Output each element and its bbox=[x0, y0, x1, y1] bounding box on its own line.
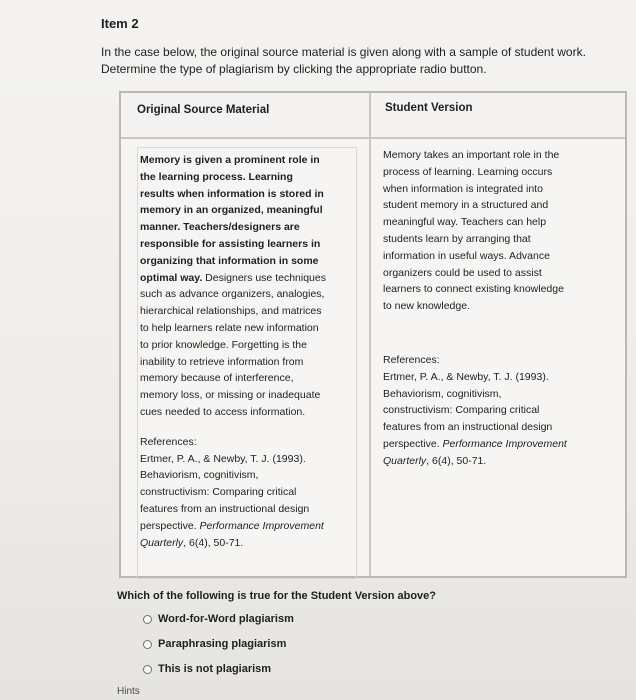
reference-text: perspective. bbox=[383, 437, 443, 450]
original-references bbox=[140, 434, 356, 552]
student-line: learners to connect existing knowledge bbox=[383, 283, 564, 296]
instructions bbox=[101, 44, 611, 78]
instructions-line-2: Determine the type of plagiarism by clicking the appropriate radio button. bbox=[101, 62, 487, 76]
original-line: hierarchical relationships, and matrices bbox=[140, 305, 322, 318]
student-line: students learn by arranging that bbox=[383, 232, 531, 245]
student-reference-line: features from an instructional design bbox=[383, 421, 553, 434]
journal-title: Quarterly bbox=[383, 454, 427, 467]
original-passage bbox=[140, 152, 356, 421]
reference-text: , 6(4), 50-71. bbox=[183, 536, 244, 549]
original-line: such as advance organizers, analogies, bbox=[140, 288, 325, 301]
student-reference-line: constructivism: Comparing critical bbox=[383, 404, 540, 417]
reference-text: perspective. bbox=[140, 519, 200, 532]
original-text-box bbox=[137, 147, 357, 579]
student-reference-line bbox=[383, 453, 625, 470]
option-paraphrasing[interactable] bbox=[143, 638, 286, 650]
original-line: the learning process. Learning bbox=[140, 170, 293, 183]
option-not-plagiarism[interactable] bbox=[143, 663, 271, 675]
student-line: when information is integrated into bbox=[383, 182, 543, 195]
original-line-regular-part: Designers use techniques bbox=[205, 271, 326, 284]
original-line: cues needed to access information. bbox=[140, 405, 306, 418]
student-line: information in useful ways. Advance bbox=[383, 249, 550, 262]
original-reference-line: features from an instructional design bbox=[140, 502, 310, 515]
question-text: Which of the following is true for the Student Version above? bbox=[117, 590, 437, 602]
original-reference-line bbox=[140, 535, 356, 552]
original-reference-line: References: bbox=[140, 435, 197, 448]
student-reference-line: Behaviorism, cognitivism, bbox=[383, 387, 502, 400]
student-line: meaningful way. Teachers can help bbox=[383, 216, 547, 229]
original-line: to help learners relate new information bbox=[140, 321, 319, 334]
option-label: This is not plagiarism bbox=[158, 663, 272, 675]
original-line-bold-part: optimal way. bbox=[140, 271, 206, 284]
student-line: organizers could be used to assist bbox=[383, 266, 542, 279]
student-version-cell bbox=[371, 139, 625, 576]
option-label: Word-for-Word plagiarism bbox=[158, 613, 294, 625]
original-line: memory in an organized, meaningful bbox=[140, 204, 323, 217]
student-version-header: Student Version bbox=[385, 102, 473, 114]
original-line: organizing that information in some bbox=[140, 254, 319, 267]
original-line: to prior knowledge. Forgetting is the bbox=[140, 338, 307, 351]
original-reference-line: Ertmer, P. A., & Newby, T. J. (1993). bbox=[140, 452, 306, 465]
original-source-header: Original Source Material bbox=[137, 104, 270, 116]
journal-title: Quarterly bbox=[140, 536, 184, 549]
original-line: results when information is stored in bbox=[140, 187, 324, 200]
original-line: manner. Teachers/designers are bbox=[140, 221, 300, 234]
student-reference-line: References: bbox=[383, 353, 440, 366]
student-reference-line: Ertmer, P. A., & Newby, T. J. (1993). bbox=[383, 370, 549, 383]
hints-link[interactable]: Hints bbox=[117, 686, 140, 697]
original-line: responsible for assisting learners in bbox=[140, 237, 321, 250]
original-source-cell bbox=[121, 139, 371, 576]
student-line: Memory takes an important role in the bbox=[383, 149, 560, 161]
original-reference-line: constructivism: Comparing critical bbox=[140, 486, 297, 499]
radio-button[interactable] bbox=[143, 640, 152, 649]
student-references bbox=[383, 352, 625, 470]
original-line: memory because of interference, bbox=[140, 372, 294, 385]
option-label: Paraphrasing plagiarism bbox=[158, 638, 287, 650]
table-header-row bbox=[121, 93, 625, 139]
radio-button[interactable] bbox=[143, 615, 152, 624]
original-line: memory loss, or missing or inadequate bbox=[140, 389, 321, 402]
student-line: student memory in a structured and bbox=[383, 199, 549, 212]
item-title: Item 2 bbox=[101, 16, 139, 31]
original-reference-line bbox=[140, 518, 356, 535]
journal-title: Performance Improvement bbox=[199, 519, 324, 532]
comparison-table bbox=[119, 91, 627, 578]
column-divider bbox=[369, 93, 371, 137]
option-word-for-word[interactable] bbox=[143, 613, 294, 625]
student-passage bbox=[383, 147, 625, 315]
student-line: to new knowledge. bbox=[383, 300, 470, 313]
original-line: inability to retrieve information from bbox=[140, 355, 304, 368]
original-reference-line: Behaviorism, cognitivism, bbox=[140, 469, 259, 482]
original-line bbox=[140, 270, 356, 287]
instructions-line-1: In the case below, the original source material is given along with a sample of student work. bbox=[101, 45, 586, 59]
radio-button[interactable] bbox=[143, 665, 152, 674]
original-line: Memory is given a prominent role in bbox=[140, 154, 320, 166]
student-reference-line bbox=[383, 436, 625, 453]
reference-text: , 6(4), 50-71. bbox=[426, 454, 487, 467]
student-line: process of learning. Learning occurs bbox=[383, 165, 553, 178]
journal-title: Performance Improvement bbox=[442, 437, 567, 450]
